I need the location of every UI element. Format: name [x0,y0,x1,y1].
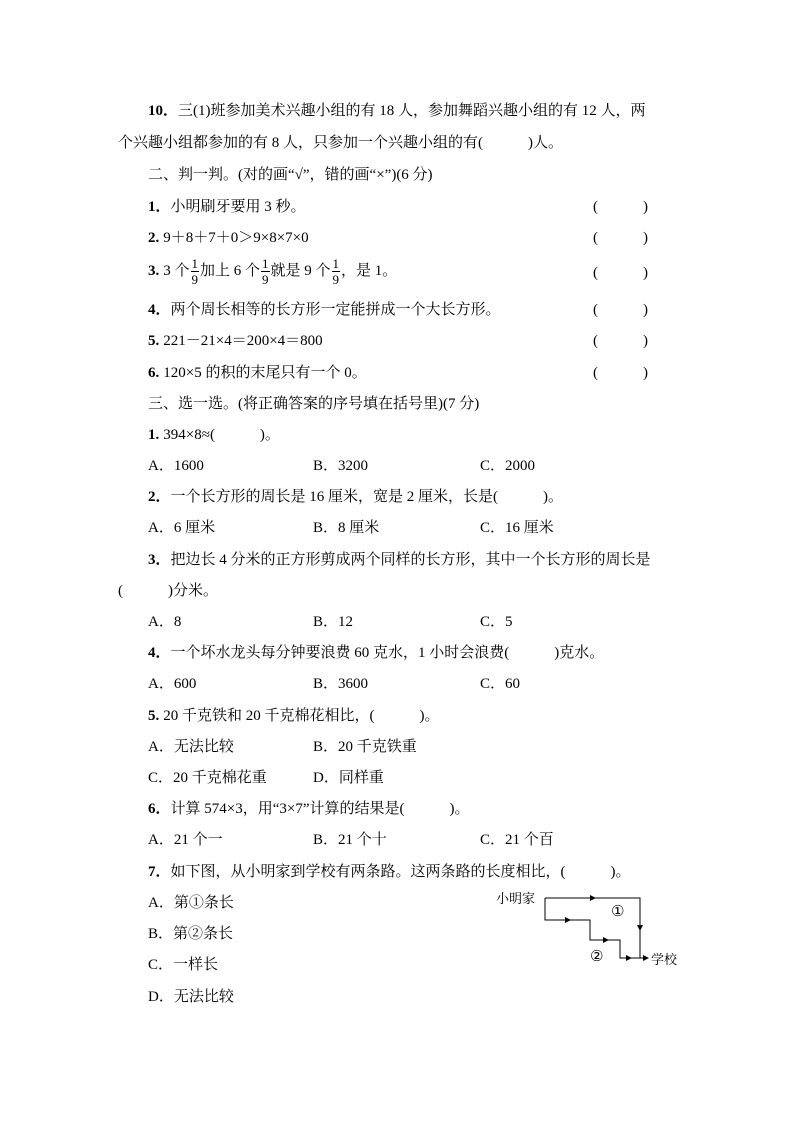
fraction-numerator: 1 [332,256,340,271]
judge-item-1 [148,197,306,217]
judge-item-6 [148,363,367,383]
question-text: 计算 574×3，用“3×7”计算的结果是( )。 [170,801,470,817]
fraction-denominator: 9 [262,272,269,287]
option-b: B．21 个十 [313,832,387,848]
choice-question-1 [148,425,280,445]
school-label: 学校 [651,953,678,968]
option-c: C．16 厘米 [480,520,554,536]
choice-question-6 [148,799,470,819]
q10-line-2: 个兴趣小组都参加的有 8 人，只参加一个兴趣小组的有( )人。 [118,135,563,151]
question-text: 两个周长相等的长方形一定能拼成一个大长方形。 [170,302,501,318]
route-2-arrow-3 [626,955,632,961]
question-number: 10． [148,103,179,119]
choice-question-5 [148,706,440,726]
question-number: 3. [148,262,160,279]
answer-blank: ( ) [593,265,648,281]
question-number: 6. [148,365,160,381]
question-text: 221－21×4＝200×4＝800 [163,333,323,349]
section-3-heading: 三、选一选。(将正确答案的序号填在括号里)(7 分) [148,396,480,412]
option-b: B．20 千克铁重 [313,739,417,755]
question-number: 1． [148,199,171,215]
question-text-part: ，是 1。 [341,262,398,279]
fraction [261,257,270,286]
choice-question-3 [148,550,651,570]
question-number: 7． [148,864,171,880]
option-a: A．600 [148,676,197,692]
question-text: 394×8≈( )。 [163,427,280,443]
route-diagram [492,884,682,974]
question-text-part: 3 个 [163,262,190,279]
route-1-label: ① [611,902,625,920]
question-number: 2． [148,489,171,505]
home-label: 小明家 [496,892,536,907]
question-text-part: 就是 9 个 [270,262,331,279]
route-2-arrow-1 [565,917,571,923]
option-c: C．20 千克棉花重 [148,770,267,786]
answer-blank: ( ) [593,365,648,381]
q10-line-1 [148,101,646,121]
option-b: B．3600 [313,676,369,692]
option-c: C．2000 [480,458,536,474]
question-number: 2. [148,230,160,246]
route-2-label: ② [590,947,604,965]
option-c: C．60 [480,676,521,692]
question-number: 6． [148,801,171,817]
option-c: C．21 个百 [480,832,554,848]
fraction-denominator: 9 [332,272,340,287]
option-a: A．第①条长 [148,895,234,911]
question-text: 如下图，从小明家到学校有两条路。这两条路的长度相比，( )。 [170,864,631,880]
question-text-part: 加上 6 个 [200,262,261,279]
answer-blank: ( ) [593,199,648,215]
question-number: 5. [148,333,160,349]
question-number: 4． [148,645,171,661]
choice-question-4 [148,643,604,663]
option-c: C．一样长 [148,957,219,973]
answer-blank: ( ) [593,333,648,349]
question-text: 20 千克铁和 20 千克棉花相比，( )。 [163,708,440,724]
judge-item-4 [148,300,501,320]
option-d: D．同样重 [313,770,384,786]
question-number: 3． [148,552,171,568]
question-text: 小明刷牙要用 3 秒。 [170,199,306,215]
question-number: 5. [148,708,160,724]
route-1-arrow-top [590,895,596,901]
option-a: A．无法比较 [148,739,234,755]
option-b: B．3200 [313,458,369,474]
fraction [332,257,341,286]
option-a: A．21 个一 [148,832,223,848]
question-number: 1. [148,427,160,443]
question-text: 把边长 4 分米的正方形剪成两个同样的长方形，其中一个长方形的周长是 [170,552,651,568]
judge-item-2 [148,228,309,248]
option-b: B．第②条长 [148,926,234,942]
choice-question-3-continued: ( )分米。 [118,583,218,599]
question-text: 120×5 的积的末尾只有一个 0。 [163,365,367,381]
option-a: A．1600 [148,458,204,474]
section-2-heading: 二、判一判。(对的画“√”，错的画“×”)(6 分) [148,167,433,183]
question-text: 一个坏水龙头每分钟要浪费 60 克水，1 小时会浪费( )克水。 [170,645,605,661]
option-a: A．6 厘米 [148,520,216,536]
question-text: 9＋8＋7＋0＞9×8×7×0 [163,230,309,246]
fraction-denominator: 9 [191,272,199,287]
judge-item-3 [148,256,398,287]
option-b: B．8 厘米 [313,520,380,536]
route-end-arrow [643,955,649,961]
answer-blank: ( ) [593,230,648,246]
fraction-numerator: 1 [191,256,199,271]
question-number: 4． [148,302,171,318]
option-b: B．12 [313,614,354,630]
choice-question-7 [148,862,631,882]
option-c: C．5 [480,614,513,630]
question-text: 一个长方形的周长是 16 厘米，宽是 2 厘米，长是( )。 [170,489,564,505]
fraction [191,257,200,286]
route-2-arrow-2 [603,937,609,943]
fraction-numerator: 1 [262,256,269,271]
option-d: D．无法比较 [148,989,234,1005]
answer-blank: ( ) [593,302,648,318]
option-a: A．8 [148,614,182,630]
judge-item-5 [148,331,323,351]
question-text: 三(1)班参加美术兴趣小组的有 18 人，参加舞蹈兴趣小组的有 12 人，两 [178,103,646,119]
choice-question-2 [148,487,563,507]
route-1-arrow-side [637,925,643,931]
